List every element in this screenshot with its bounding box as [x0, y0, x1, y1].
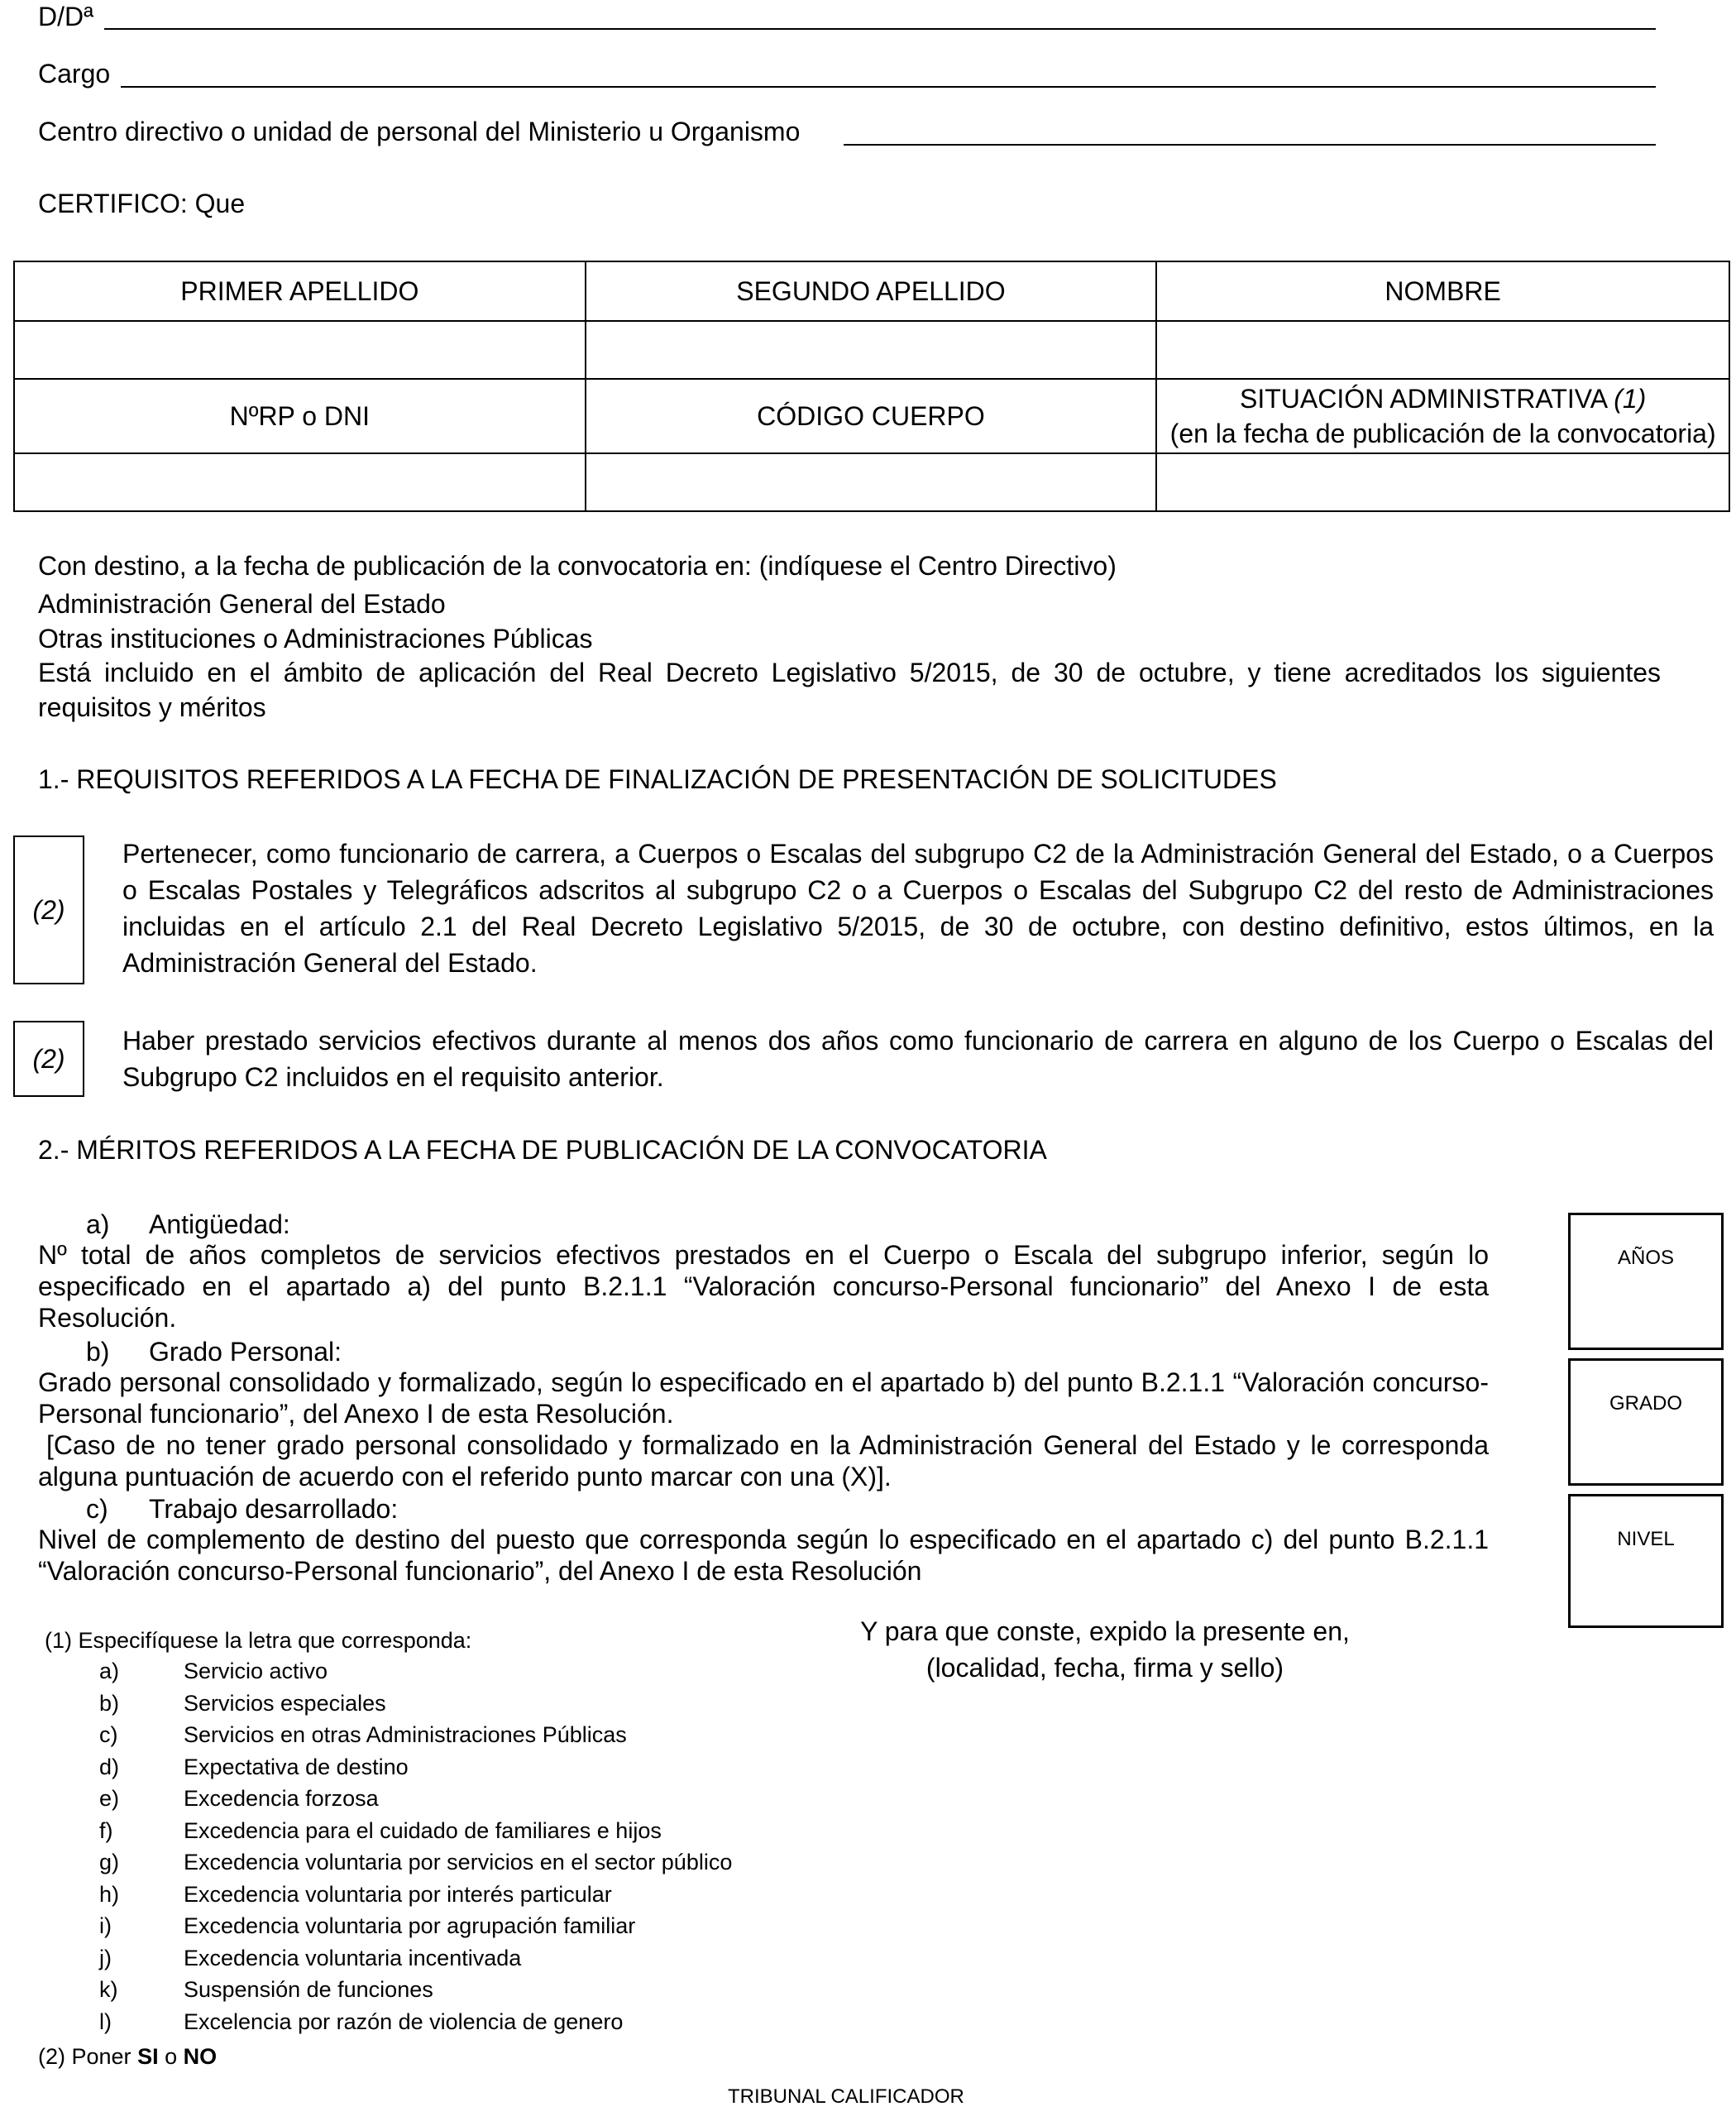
input-codigo-cuerpo[interactable] — [586, 453, 1157, 511]
footer-tribunal: TRIBUNAL CALIFICADOR — [728, 2085, 964, 2108]
situacion-option — [43, 1879, 732, 1911]
closing-line2: (localidad, fecha, firma y sello) — [925, 1653, 1284, 1683]
situacion-option-text: Expectativa de destino — [184, 1754, 409, 1779]
closing-line1: Y para que conste, expido la presente en, — [860, 1616, 1350, 1646]
merito-a-letter: a) — [86, 1209, 110, 1239]
situacion-option-letter: i) — [99, 1913, 112, 1938]
header-nrp-dni: NºRP o DNI — [14, 379, 586, 453]
merito-a-text: Nº total de años completos de servicios efectivos prestados en el Cuerpo o Escala del subgrupo inferior, según lo especificado en el apartado a) del punto B.2.1.1 “Valoración concurso-Personal funcionario” del Anexo I de esta Resolución. — [38, 1240, 1489, 1333]
note2 — [38, 2042, 217, 2071]
requisito1-checkbox[interactable]: (2) — [13, 835, 84, 984]
situacion-options-list — [43, 1655, 732, 2037]
situacion-option-letter: g) — [99, 1850, 120, 1874]
situacion-option-text: Excedencia forzosa — [184, 1786, 379, 1811]
dd-label: D/Dª — [38, 2, 93, 31]
situacion-option — [43, 1783, 732, 1815]
header-codigo-cuerpo: CÓDIGO CUERPO — [586, 379, 1157, 453]
note2-mid: o — [158, 2044, 184, 2069]
cargo-label: Cargo — [38, 59, 111, 89]
cargo-field[interactable] — [121, 86, 1656, 88]
situacion-option — [43, 1655, 732, 1688]
situacion-option-text: Excedencia voluntaria por agrupación familiar — [184, 1913, 636, 1938]
situacion-option — [43, 1942, 732, 1975]
input-nombre[interactable] — [1156, 321, 1729, 379]
situacion-option-letter: k) — [99, 1977, 118, 2002]
situacion-option — [43, 2006, 732, 2038]
merito-b-title: Grado Personal: — [149, 1337, 342, 1367]
dd-field[interactable] — [104, 28, 1656, 30]
requisito2-checkbox[interactable]: (2) — [13, 1021, 84, 1097]
situacion-option-text: Excedencia voluntaria incentivada — [184, 1945, 522, 1970]
note1-heading: (1) Especifíquese la letra que corresponda: — [45, 1628, 472, 1653]
destino-line3: Otras instituciones o Administraciones Públicas — [38, 624, 593, 654]
situacion-option-text: Excedencia voluntaria por interés particular — [184, 1881, 612, 1907]
requisitos-heading: 1.- REQUISITOS REFERIDOS A LA FECHA DE FINALIZACIÓN DE PRESENTACIÓN DE SOLICITUDES — [38, 764, 1277, 794]
merito-c-letter: c) — [86, 1494, 108, 1524]
nivel-box[interactable]: NIVEL — [1568, 1494, 1724, 1628]
situacion-option — [43, 1846, 732, 1879]
merito-c-title: Trabajo desarrollado: — [149, 1494, 399, 1524]
situacion-option-letter: e) — [99, 1786, 120, 1811]
situacion-option-text: Servicio activo — [184, 1659, 328, 1683]
identification-table — [13, 261, 1730, 512]
input-segundo-apellido[interactable] — [586, 321, 1157, 379]
situacion-option-letter: c) — [99, 1722, 118, 1747]
header-primer-apellido: PRIMER APELLIDO — [14, 261, 586, 321]
situacion-option-letter: b) — [99, 1690, 120, 1716]
situacion-option — [43, 1910, 732, 1942]
centro-label: Centro directivo o unidad de personal del Ministerio u Organismo — [38, 117, 801, 146]
centro-field[interactable] — [844, 144, 1656, 146]
input-primer-apellido[interactable] — [14, 321, 586, 379]
merito-b-letter: b) — [86, 1337, 110, 1367]
situacion-option-letter: a) — [99, 1659, 120, 1683]
situacion-option-letter: f) — [99, 1817, 113, 1843]
situacion-option-letter: l) — [99, 2008, 112, 2034]
certifico-label: CERTIFICO: Que — [38, 189, 246, 218]
anos-box[interactable]: AÑOS — [1568, 1213, 1724, 1350]
destino-line2: Administración General del Estado — [38, 589, 446, 619]
requisito2-text: Haber prestado servicios efectivos durante al menos dos años como funcionario de carrera en alguno de los Cuerpo o Escalas del Subgrupo C2 incluidos en el requisito anterior. — [122, 1026, 1714, 1092]
situacion-option-text: Servicios especiales — [184, 1690, 386, 1716]
grado-box[interactable]: GRADO — [1568, 1358, 1724, 1486]
merito-b-text: Grado personal consolidado y formalizado, según lo especificado en el apartado b) del punto B.2.1.1 “Valoración concurso-Personal funcionario”, del Anexo I de esta Resolución. — [38, 1367, 1489, 1429]
situacion-option — [43, 1815, 732, 1847]
merito-a-title: Antigüedad: — [149, 1209, 290, 1239]
situacion-option-letter: d) — [99, 1754, 120, 1779]
situacion-option-letter: j) — [99, 1945, 112, 1970]
merito-c-text: Nivel de complemento de destino del puesto que corresponda según lo especificado en el apartado c) del punto B.2.1.1 “Valoración concurso-Personal funcionario”, del Anexo I de esta Resolución — [38, 1525, 1489, 1586]
situacion-option-text: Servicios en otras Administraciones Públicas — [184, 1722, 627, 1747]
header-nombre: NOMBRE — [1156, 261, 1729, 321]
header-segundo-apellido: SEGUNDO APELLIDO — [586, 261, 1157, 321]
situacion-option-text: Suspensión de funciones — [184, 1977, 433, 2002]
situacion-option-letter: h) — [99, 1881, 120, 1907]
input-nrp-dni[interactable] — [14, 453, 586, 511]
situacion-option — [43, 1719, 732, 1751]
situacion-option — [43, 1974, 732, 2006]
merito-b-text2: [Caso de no tener grado personal consolidado y formalizado en la Administración General del Estado y le corresponda alguna puntuación de acuerdo con el referido punto marcar con una (X)]. — [38, 1430, 1489, 1491]
situacion-label: SITUACIÓN ADMINISTRATIVA — [1239, 384, 1607, 414]
situacion-note-ref: (1) — [1614, 384, 1647, 414]
note2-no: NO — [183, 2044, 218, 2069]
meritos-heading: 2.- MÉRITOS REFERIDOS A LA FECHA DE PUBLICACIÓN DE LA CONVOCATORIA — [38, 1135, 1047, 1165]
note2-prefix: (2) Poner — [38, 2044, 138, 2069]
situacion-option-text: Excelencia por razón de violencia de genero — [184, 2008, 624, 2034]
note2-si: SI — [137, 2044, 159, 2069]
situacion-option-text: Excedencia voluntaria por servicios en el sector público — [184, 1850, 733, 1874]
input-situacion[interactable] — [1156, 453, 1729, 511]
situacion-option — [43, 1751, 732, 1783]
destino-line4: Está incluido en el ámbito de aplicación del Real Decreto Legislativo 5/2015, de 30 de octubre, y tiene acreditados los siguientes requisitos y méritos — [38, 658, 1661, 722]
header-situacion-administrativa — [1156, 379, 1729, 453]
requisito1-text: Pertenecer, como funcionario de carrera, a Cuerpos o Escalas del subgrupo C2 de la Administración General del Estado, o a Cuerpos o Escalas Postales y Telegráficos adscritos al subgrupo C2 o a Cuerpos o Escalas del Subgrupo C2 del resto de Administraciones incluidas en el artículo 2.1 del Real Decreto Legislativo 5/2015, de 30 de octubre, con destino definitivo, estos últimos, en la Administración General del Estado. — [122, 839, 1714, 978]
destino-line1: Con destino, a la fecha de publicación de la convocatoria en: (indíquese el Centro Directivo) — [38, 551, 1117, 581]
situacion-option-text: Excedencia para el cuidado de familiares e hijos — [184, 1817, 662, 1843]
situacion-option — [43, 1688, 732, 1720]
situacion-sublabel: (en la fecha de publicación de la convocatoria) — [1169, 419, 1716, 448]
